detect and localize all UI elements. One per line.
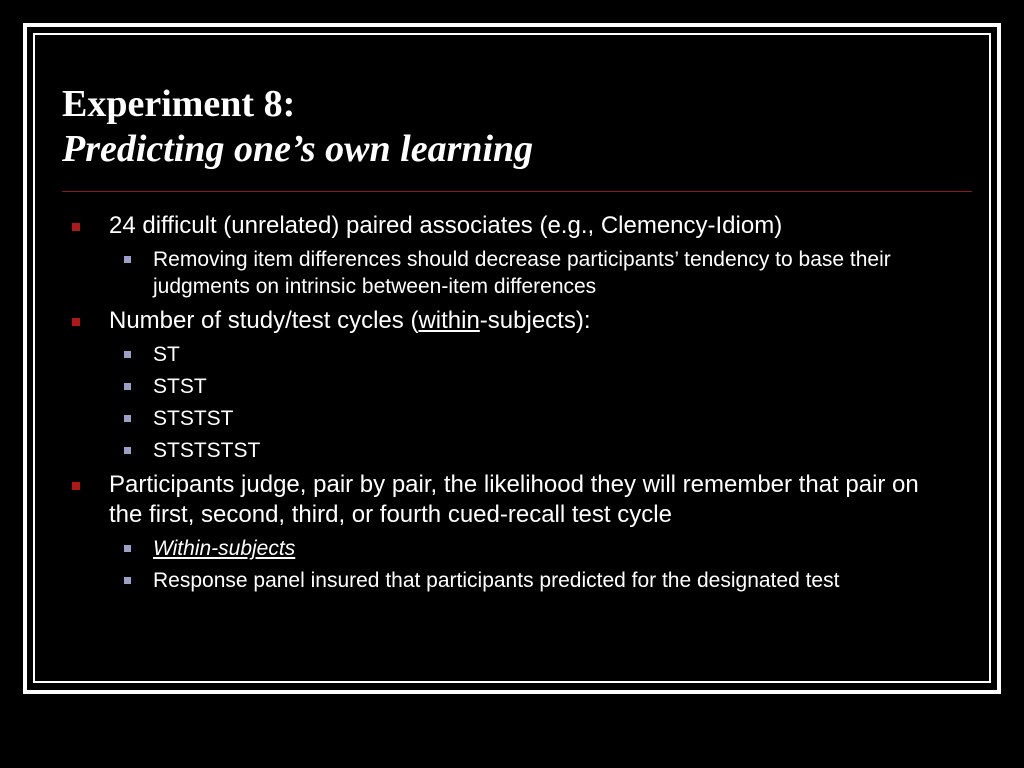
small-square-bullet-icon bbox=[124, 351, 131, 358]
sub-bullet-item bbox=[68, 535, 958, 562]
bullet-item bbox=[68, 470, 958, 530]
sub-bullet-text: Within-subjects bbox=[153, 537, 296, 560]
bullet-text: 24 difficult (unrelated) paired associates (e.g., Clemency-Idiom) bbox=[109, 212, 783, 239]
square-bullet-icon bbox=[72, 223, 80, 231]
bullet-text-before: Number of study/test cycles ( bbox=[109, 307, 419, 334]
title-divider bbox=[62, 191, 972, 192]
bullet-text-after: -subjects): bbox=[479, 307, 591, 334]
bullet-item bbox=[68, 211, 958, 241]
bullet-text-underlined: within bbox=[418, 307, 480, 334]
sub-bullet-item bbox=[68, 246, 958, 300]
small-square-bullet-icon bbox=[124, 256, 131, 263]
sub-bullet-text: Response panel insured that participants predicted for the designated test bbox=[153, 569, 840, 592]
small-square-bullet-icon bbox=[124, 577, 131, 584]
square-bullet-icon bbox=[72, 482, 80, 490]
sub-bullet-text: Removing item differences should decrease participants’ tendency to base their judgments on intrinsic between-item differences bbox=[153, 248, 891, 298]
sub-bullet-text: STSTST bbox=[153, 407, 234, 430]
sub-bullet-item bbox=[68, 373, 958, 400]
small-square-bullet-icon bbox=[124, 415, 131, 422]
slide-body bbox=[68, 205, 958, 594]
sub-bullet-item bbox=[68, 567, 958, 594]
sub-bullet-text: STSTSTST bbox=[153, 439, 261, 462]
square-bullet-icon bbox=[72, 318, 80, 326]
sub-bullet-text: STST bbox=[153, 375, 207, 398]
slide-title bbox=[62, 82, 533, 172]
sub-bullet-text: ST bbox=[153, 343, 180, 366]
sub-bullet-item bbox=[68, 437, 958, 464]
bullet-list bbox=[68, 211, 958, 594]
bullet-text: Participants judge, pair by pair, the likelihood they will remember that pair on the first, second, third, or fourth cued-recall test cycle bbox=[109, 471, 919, 528]
small-square-bullet-icon bbox=[124, 383, 131, 390]
title-line-1: Experiment 8: bbox=[62, 83, 296, 125]
title-line-2: Predicting one’s own learning bbox=[62, 128, 534, 170]
sub-bullet-item bbox=[68, 405, 958, 432]
small-square-bullet-icon bbox=[124, 545, 131, 552]
small-square-bullet-icon bbox=[124, 447, 131, 454]
bullet-item bbox=[68, 306, 958, 336]
sub-bullet-item bbox=[68, 341, 958, 368]
